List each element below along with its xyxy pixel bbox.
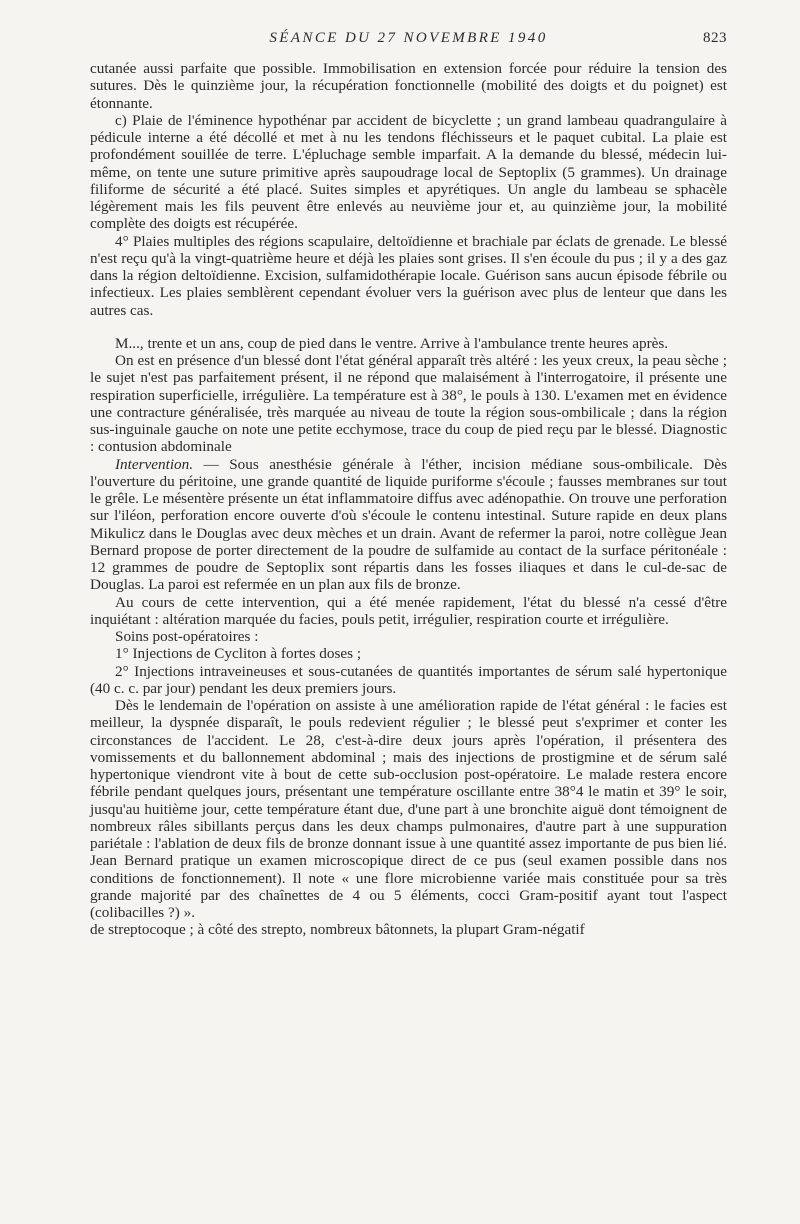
- page-number: 823: [703, 30, 727, 46]
- paragraph-operation-course: Au cours de cette intervention, qui a été menée rapidement, l'état du blessé n'a cessé d'être inquiétant : altération marquée du facies, pouls petit, irrégulier, respiration courte et irrégulière.: [90, 593, 727, 628]
- paragraph-followup: Dès le lendemain de l'opération on assiste à une amélioration rapide de l'état général : le facies est meilleur, la dyspnée disparaît, le pouls redevient régulier ; le blessé peut s'exprimer et conter les circonstances de l'accident. Le 28, c'est-à-dire deux jours après l'opération, il présentera des vomissements et du ballonnement abdominal ; mais des injections de prostigmine et de sérum salé hypertonique viendront vite à bout de cette sub-occlusion post-opératoire. Le malade restera encore fébrile pendant quelques jours, présentant une température oscillante entre 38°4 le matin et 39° le soir, jusqu'au huitième jour, cette température étant due, d'une part à une bronchite aiguë dont témoignent de nombreux râles sibillants perçus dans les deux champs pulmonaires, d'autre part à une suppuration pariétale : l'ablation de deux fils de bronze donnant issue à une quantité assez importante de pus bien lié. Jean Bernard pratique un examen microscopique direct de ce pus (seul examen possible dans nos conditions de fonctionnement). Il note « une flore microbienne variée mais constituée pour sa très grande majorité par des chaînettes de 4 ou 5 éléments, cocci Gram-positif ayant tout l'aspect (colibacilles ?) ».: [90, 697, 727, 921]
- intervention-text: — Sous anesthésie générale à l'éther, incision médiane sous-ombilicale. Dès l'ouverture du péritoine, une grande quantité de liquide puriforme s'écoule ; fausses membranes sur tout le grêle. Le mésentère présente un état inflammatoire diffus avec adénopathie. On trouve une perforation sur l'iléon, perforation encore ouverte d'où s'écoule le contenu intestinal. Suture rapide en deux plans Mikulicz dans le Douglas avec deux mèches et un drain. Avant de refermer la paroi, notre collègue Jean Bernard propose de porter directement de la poudre de sulfamide au contact de la surface péritonéale : 12 grammes de poudre de Septoplix sont répartis dans les fosses iliaques et dans le cul-de-sac de Douglas. La paroi est refermée en un plan aux fils de bronze.: [90, 455, 728, 594]
- list-item-1: 1° Injections de Cycliton à fortes doses ;: [115, 645, 362, 663]
- paragraph-case-m: M..., trente et un ans, coup de pied dans le ventre. Arrive à l'ambulance trente heures après.: [115, 334, 669, 352]
- paragraph-continuation: cutanée aussi parfaite que possible. Immobilisation en extension forcée pour réduire la tension des sutures. Dès le quinzième jour, la récupération fonctionnelle (mobilité des doigts et du poignet) est étonnante.: [90, 60, 727, 112]
- paragraph-postop-heading: Soins post-opératoires :: [115, 628, 259, 645]
- running-title: SÉANCE DU 27 NOVEMBRE 1940: [269, 30, 548, 46]
- body-text: [90, 60, 727, 939]
- paragraph-clinical-state: On est en présence d'un blessé dont l'état général apparaît très altéré : les yeux creux, la peau sèche ; le sujet n'est pas parfaitement présent, il ne répond que malaisément à l'interrogatoire, il présente une respiration superficielle, irrégulière. La température est à 38°, le pouls à 130. L'examen met en évidence une contracture généralisée, très marquée au niveau de toute la région sous-ombilicale ; dans la région sus-inguinale gauche on note une petite ecchymose, trace du coup de pied reçu par le blessé. Diagnostic : contusion abdominale: [90, 352, 727, 456]
- paragraph-case-c: c) Plaie de l'éminence hypothénar par accident de bicyclette ; un grand lambeau quadrangulaire à pédicule interne a été décollé et met à nu les tendons fléchisseurs et le paquet cubital. La plaie est profondément souillée de terre. L'épluchage semble imparfait. A la demande du blessé, médecin lui-même, on tente une suture primitive après saupoudrage local de Septoplix (5 grammes). Un drainage filiforme de sécurité a été placé. Suites simples et apyrétiques. Un angle du lambeau se sphacèle légèrement mais les fils peuvent être enlevés au neuvième jour et, au quinzième jour, la mobilité complète des doigts est récupérée.: [90, 111, 727, 233]
- list-item-2: 2° Injections intraveineuses et sous-cutanées de quantités importantes de sérum salé hypertonique (40 c. c. par jour) pendant les deux premiers jours.: [90, 662, 727, 697]
- intervention-label: Intervention.: [115, 455, 194, 473]
- paragraph-last-line: de streptocoque ; à côté des strepto, nombreux bâtonnets, la plupart Gram-négatif: [90, 921, 585, 939]
- paragraph-case-4: 4° Plaies multiples des régions scapulaire, deltoïdienne et brachiale par éclats de grenade. Le blessé n'est reçu qu'à la vingt-quatrième heure et déjà les plaies sont grises. Il s'en écoule du pus ; il y a des gaz dans la région deltoïdienne. Excision, sulfamidothérapie locale. Guérison sans aucun épisode fébrile ou infectieux. Les plaies semblèrent cependant évoluer vers la guérison avec plus de lenteur que dans les autres cas.: [90, 232, 727, 319]
- paragraph-intervention: [90, 456, 727, 594]
- page-header: [90, 30, 727, 52]
